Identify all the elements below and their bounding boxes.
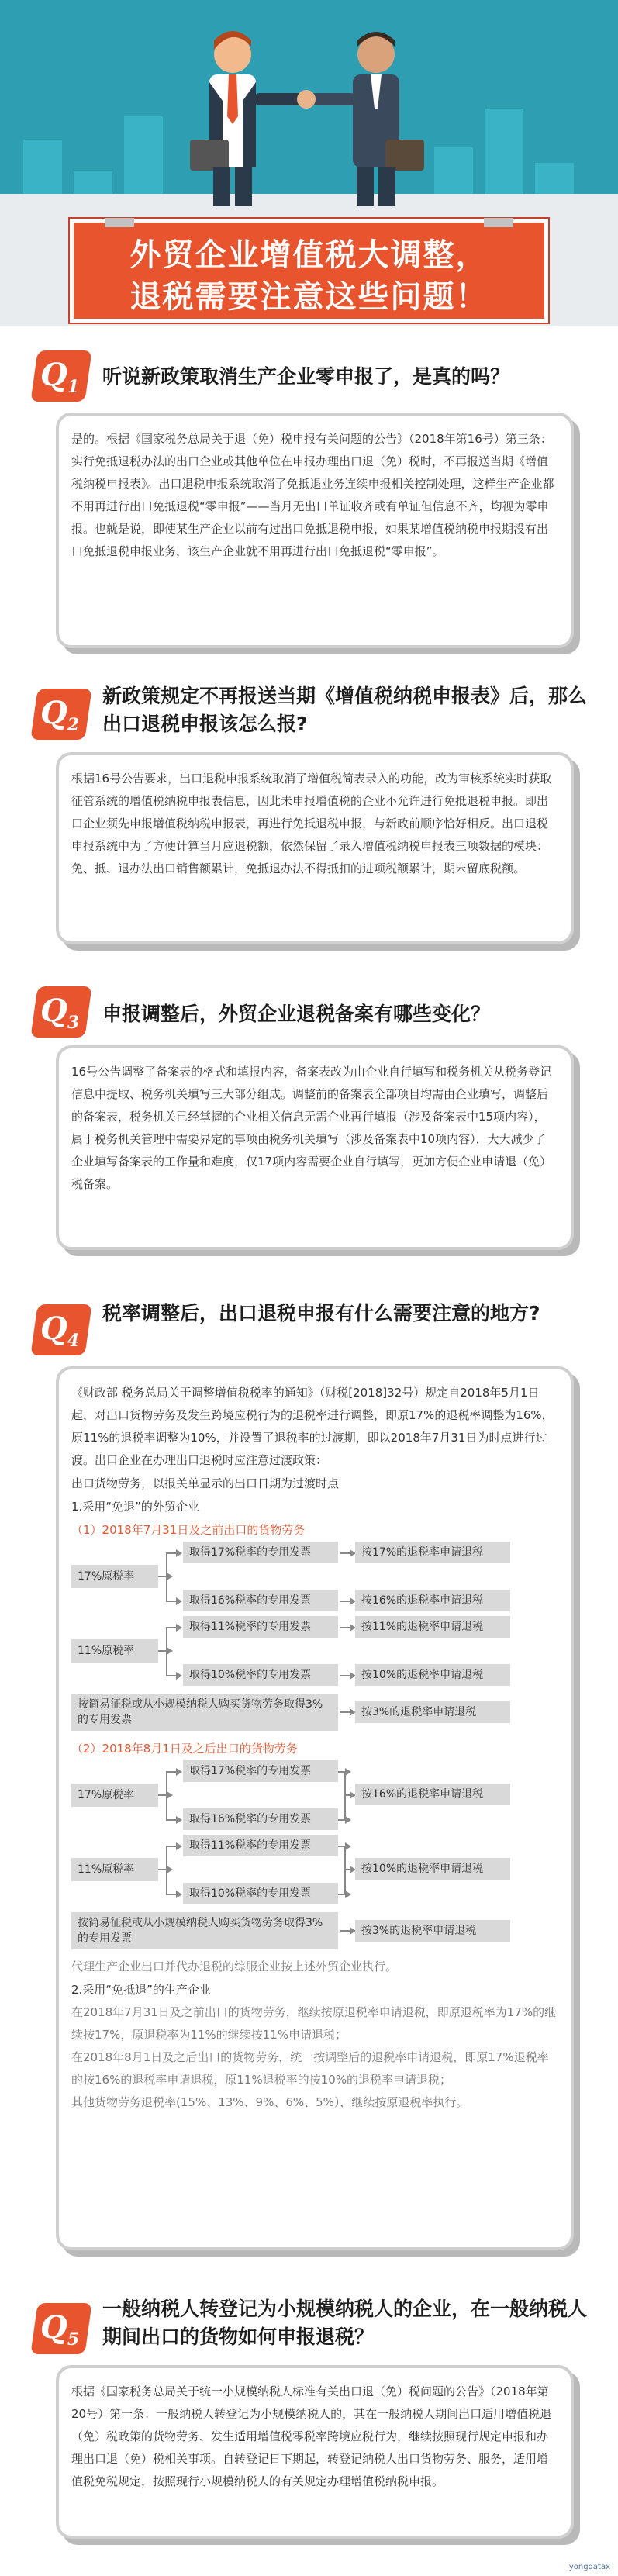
refund-10-box: 按10%的退税率申请退税 [355,1858,510,1880]
footer-logo: yongdatax [568,2563,610,2571]
page-title-line1: 外贸企业增值税大调整， [129,237,489,273]
q1-badge: $Q_1$ [40,357,80,397]
rate-row-3-p2 [71,1909,557,1956]
header-title-box [70,219,548,323]
invoice-17-box: 取得17%税率的专用发票 [183,1542,338,1563]
refund-11-box: 按11%的退税率申请退税 [355,1616,510,1638]
q2-title: 新政策规定不再报送当期《增值税纳税申报表》后，那么出口退税申报该怎么报? [102,685,588,735]
rate-row-3-p1 [71,1690,557,1737]
q1-title: 听说新政策取消生产企业零申报了，是真的吗？ [102,365,510,388]
q4-period1: （1）2018年7月31日及之前出口的货物劳务 [71,1523,306,1537]
section-q1 [0,350,618,661]
rate-row-17-p2 [71,1760,557,1835]
q4-badge: $Q_4$ [40,1310,80,1351]
invoice-10-box: 取得10%税率的专用发票 [183,1883,338,1904]
q3-title: 申报调整后，外贸企业退税备案有哪些变化？ [102,1003,491,1025]
section-q5 [0,2295,618,2574]
q4-goods-line: 出口货物劳务，以报关单显示的出口日期为过渡时点 [71,1476,340,1490]
q4-answer [56,1366,574,2250]
rate-row-17-p1 [71,1542,557,1616]
refund-3-box: 按3%的退税率申请退税 [355,1701,510,1723]
q3-badge: $Q_3$ [40,993,80,1033]
page-title-line2: 退税需要注意这些问题！ [129,279,489,315]
q4-paragraph-b: 在2018年8月1日及之后出口的货物劳务，统一按调整后的退税率申请退税，即原17%退税率的按16%的退税率申请退税，原11%退税率的按10%的退税率申请退税； [71,2050,549,2087]
rate-11-box: 11%原税率 [71,1858,158,1881]
rate-17-box: 17%原税率 [71,1784,158,1807]
small-taxpayer-box: 按简易征税或从小规模纳税人购买货物劳务取得3%的专用发票 [71,1912,338,1949]
q4-note1: 代理生产企业出口并代办退税的综服企业按上述外贸企业执行。 [71,1960,398,1973]
section-q2 [0,682,618,962]
invoice-17-box: 取得17%税率的专用发票 [183,1760,338,1782]
rate-row-11-p1 [71,1616,557,1690]
q4-paragraph-c: 其他货物劳务退税率(15%、13%、9%、6%、5%），继续按原退税率执行。 [71,2095,468,2109]
q4-item1: 1.采用“免退”的外贸企业 [71,1500,199,1514]
q1-answer: 是的。根据《国家税务总局关于退（免）税申报有关问题的公告》（2018年第16号）第三条：实行免抵退税办法的出口企业或其他单位在申报办理出口退（免）税时，不再报送当期《增值税纳税申报表》。出口退税申报系统取消了免抵退业务连续申报相关控制处理，这样生产企业都不用再进行出口免抵退税“零申报”——当月无出口单证收齐或有单证但信息不齐，均视为零申报。也就是说，即使某生产企业以前有过出口免抵退税申报，如果某增值税纳税申报期没有出口免抵退税申报业务，该生产企业就不用再进行出口免抵退税“零申报”。 [56,413,574,648]
q5-title: 一般纳税人转登记为小规模纳税人的企业，在一般纳税人期间出口的货物如何申报退税？ [102,2298,588,2348]
q2-badge: $Q_2$ [40,695,80,735]
q5-answer: 根据《国家税务总局关于统一小规模纳税人标准有关出口退（免）税问题的公告》（2018年第20号）第一条：一般纳税人转登记为小规模纳税人的，其在一般纳税人期间出口适用增值税退（免）税政策的货物劳务、发生适用增值税零税率跨境应税行为，继续按照现行规定申报和办理出口退（免）税相关事项。自转登记日下期起，转登记纳税人出口货物劳务、服务，适用增值税免税规定，按照现行小规模纳税人的有关规定办理增值税纳税申报。 [56,2365,574,2539]
invoice-11-box: 取得11%税率的专用发票 [183,1835,338,1856]
q5-badge: $Q_5$ [40,2309,80,2350]
q4-title: 税率调整后，出口退税申报有什么需要注意的地方? [102,1302,540,1324]
q3-answer: 16号公告调整了备案表的格式和填报内容，备案表改为由企业自行填写和税务机关从税务登记信息中提取、税务机关填写三大部分组成。调整前的备案表全部项目均需由企业填写，调整后的备案表，税务机关已经掌握的企业相关信息无需企业再行填报（涉及备案表中15项内容），属于税务机关管理中需要界定的事项由税务机关填写（涉及备案表中10项内容），大大减少了企业填写备案表的工作量和难度，仅17项内容需要企业自行填写，更加方便企业申请退（免）税备案。 [56,1045,574,1250]
small-taxpayer-box: 按简易征税或从小规模纳税人购买货物劳务取得3%的专用发票 [71,1694,338,1731]
rate-row-11-p2 [71,1835,557,1909]
refund-3-box: 按3%的退税率申请退税 [355,1920,510,1942]
q2-answer: 根据16号公告要求，出口退税申报系统取消了增值税简表录入的功能，改为审核系统实时获取征管系统的增值税纳税申报表信息，因此未申报增值税的企业不允许进行免抵退税申报。即出口企业须先申报增值税纳税申报表，再进行免抵退税申报，与新政前顺序恰好相反。出口退税申报系统中为了方便计算当月应退税额，依然保留了录入增值税纳税申报表三项数据的模块：免、抵、退办法出口销售额累计，免抵退办法不得抵扣的进项税额累计，期末留底税额。 [56,752,574,944]
refund-16-box: 按16%的退税率申请退税 [355,1590,510,1611]
refund-17-box: 按17%的退税率申请退税 [355,1542,510,1563]
refund-16-box: 按16%的退税率申请退税 [355,1784,510,1805]
invoice-16-box: 取得16%税率的专用发票 [183,1808,338,1830]
rate-11-box: 11%原税率 [71,1639,158,1663]
section-q3 [0,986,618,1273]
invoice-16-box: 取得16%税率的专用发票 [183,1590,338,1611]
q4-intro: 《财政部 税务总局关于调整增值税税率的通知》（财税[2018]32号）规定自2018年5月1日起，对出口货物劳务及发生跨境应税行为的退税率进行调整，即原17%的退税率调整为16%，原11%的退税率调整为10%，并设置了退税率的过渡期，即以2018年7月31日为时点进行过渡。出口企业在办理出口退税时应注意过渡政策： [71,1386,554,1467]
q4-period2: （2）2018年8月1日及之后出口的货物劳务 [71,1742,298,1756]
q4-paragraph-a: 在2018年7月31日及之前出口的货物劳务，继续按原退税率申请退税，即原退税率为17%的继续按17%，原退税率为11%的继续按11%申请退税； [71,2005,557,2042]
businessmen-handshake-illustration [167,23,446,209]
section-q4 [0,1300,618,2277]
refund-10-box: 按10%的退税率申请退税 [355,1664,510,1686]
q4-item2: 2.采用“免抵退”的生产企业 [71,1983,211,1997]
invoice-11-box: 取得11%税率的专用发票 [183,1616,338,1638]
rate-17-box: 17%原税率 [71,1565,158,1588]
invoice-10-box: 取得10%税率的专用发票 [183,1664,338,1686]
header-banner [0,0,618,326]
